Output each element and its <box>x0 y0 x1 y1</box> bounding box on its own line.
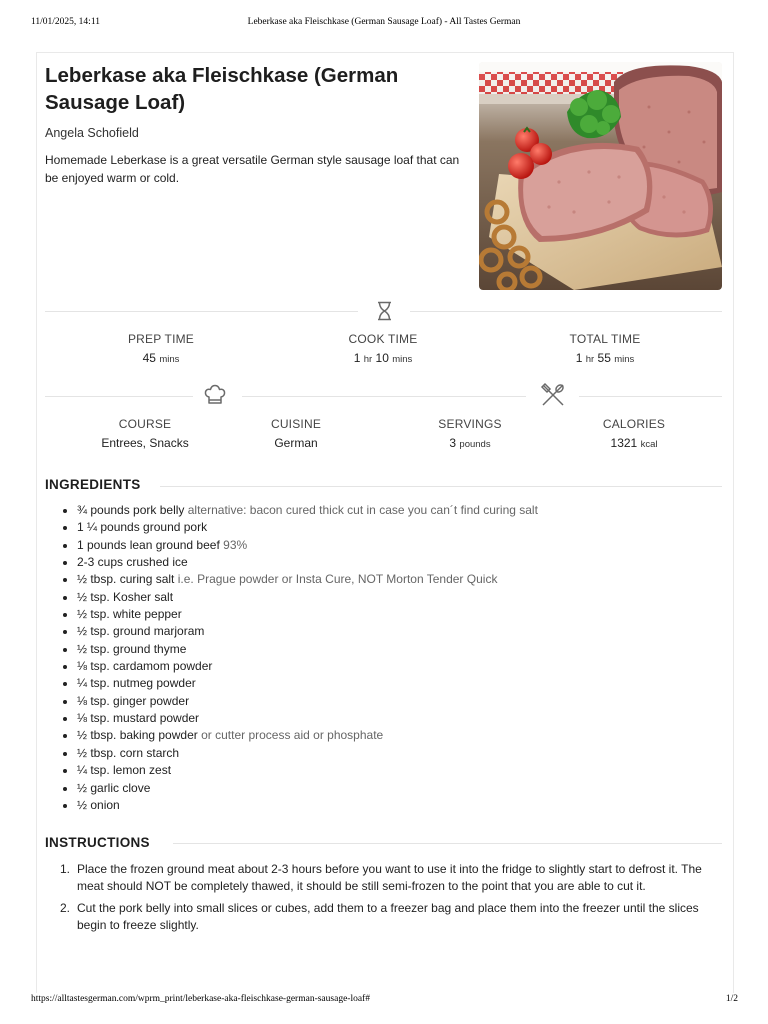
ingredient-text: ¾ pounds pork belly <box>77 503 185 517</box>
ingredient-item <box>45 658 725 675</box>
divider-line <box>579 396 722 397</box>
total-time-label: TOTAL TIME <box>569 332 641 346</box>
divider-line <box>160 486 722 487</box>
ingredient-item <box>45 571 725 588</box>
instruction-step <box>45 900 725 934</box>
divider-line <box>410 311 722 312</box>
ingredient-text: 1 pounds lean ground beef <box>77 537 220 552</box>
step-number: 2. <box>60 901 71 915</box>
instruction-step <box>45 861 725 895</box>
ingredient-text: ½ tsp. white pepper <box>77 607 182 622</box>
ingredient-item <box>45 606 725 623</box>
recipe-author: Angela Schofield <box>45 126 139 140</box>
course-label: COURSE <box>118 417 172 431</box>
divider-line <box>173 843 722 844</box>
ingredient-item <box>45 675 725 692</box>
servings-label: SERVINGS <box>438 417 502 431</box>
ingredient-item <box>45 727 725 744</box>
print-date: 11/01/2025, 14:11 <box>31 17 100 27</box>
ingredient-item <box>45 693 725 710</box>
instructions-heading: INSTRUCTIONS <box>45 835 150 850</box>
ingredient-text: ½ tbsp. curing salt <box>77 572 175 587</box>
ingredient-item <box>45 641 725 658</box>
page-number: 1/2 <box>725 994 738 1004</box>
ingredient-text: ½ tbsp. baking powder <box>77 728 198 743</box>
ingredient-text: ½ onion <box>77 797 120 812</box>
cook-time <box>323 332 443 365</box>
total-time <box>545 332 665 365</box>
course-value: Entrees, Snacks <box>101 436 189 450</box>
ingredient-text: ¼ tsp. nutmeg powder <box>77 676 196 691</box>
ingredient-note: i.e. Prague powder or Insta Cure, NOT Morton Tender Quick <box>177 572 498 587</box>
ingredient-text: ⅛ tsp. cardamom powder <box>77 659 213 674</box>
chef-hat-icon <box>203 383 227 412</box>
print-page-title: Leberkase aka Fleischkase (German Sausage Loaf) - All Tastes German <box>247 17 521 27</box>
calories <box>584 417 684 450</box>
step-number: 1. <box>60 862 71 876</box>
ingredient-text: ⅛ tsp. ginger powder <box>77 693 190 708</box>
ingredient-text: 1 ¼ pounds ground pork <box>77 520 208 535</box>
instructions-list <box>45 861 725 939</box>
divider-line <box>242 396 526 397</box>
ingredient-item <box>45 710 725 727</box>
ingredient-note: or cutter process aid or phosphate <box>201 728 384 743</box>
prep-time <box>101 332 221 365</box>
ingredient-text: ½ garlic clove <box>77 780 151 795</box>
ingredient-item <box>45 780 725 797</box>
cuisine-label: CUISINE <box>270 417 322 431</box>
recipe-title: Leberkase aka Fleischkase (German Sausage Loaf) <box>45 64 399 114</box>
ingredient-note: alternative: bacon cured thick cut in case you can´t find curing salt <box>187 503 538 517</box>
ingredient-item <box>45 589 725 606</box>
ingredient-item <box>45 745 725 762</box>
ingredient-text: ¼ tsp. lemon zest <box>77 763 172 778</box>
servings <box>420 417 520 450</box>
ingredient-text: ½ tsp. Kosher salt <box>77 589 174 604</box>
cook-time-label: COOK TIME <box>348 332 418 346</box>
prep-time-label: PREP TIME <box>127 332 195 346</box>
leberkase-photo <box>479 62 722 290</box>
cuisine <box>246 417 346 450</box>
ingredients-list <box>45 502 725 814</box>
ingredient-item <box>45 797 725 814</box>
print-url: https://alltastesgerman.com/wprm_print/leberkase-aka-fleischkase-german-sausage-loaf# <box>31 994 370 1004</box>
fork-spoon-icon <box>540 382 566 413</box>
recipe-summary: Homemade Leberkase is a great versatile German style sausage loaf that can be enjoyed warm or cold. <box>45 153 460 185</box>
total-time-value: 1 hr 55 mins <box>575 351 635 365</box>
ingredient-item <box>45 554 725 571</box>
ingredient-item <box>45 762 725 779</box>
ingredient-item <box>45 519 725 536</box>
ingredient-text: ⅛ tsp. mustard powder <box>77 711 200 726</box>
ingredients-heading: INGREDIENTS <box>45 477 141 492</box>
ingredient-text: ½ tbsp. corn starch <box>77 745 180 760</box>
ingredient-note: 93% <box>223 537 248 552</box>
prep-time-value: 45 mins <box>142 351 180 365</box>
calories-value: 1321 kcal <box>610 436 658 450</box>
hourglass-icon <box>375 301 394 326</box>
cook-time-value: 1 hr 10 mins <box>353 351 413 365</box>
recipe-image <box>479 62 722 290</box>
calories-label: CALORIES <box>602 417 666 431</box>
ingredient-text: ½ tsp. ground thyme <box>77 641 187 656</box>
course <box>85 417 205 450</box>
servings-value: 3 pounds <box>449 436 491 450</box>
ingredient-item <box>45 502 725 519</box>
cuisine-value: German <box>274 436 318 450</box>
ingredient-item <box>45 537 725 554</box>
ingredient-text: ½ tsp. ground marjoram <box>77 624 205 639</box>
ingredient-item <box>45 623 725 640</box>
ingredient-text: 2-3 cups crushed ice <box>77 555 188 570</box>
step-text: Cut the pork belly into small slices or cubes, add them to a freezer bag and place them into the freezer until the slices begin to freeze slightly. <box>77 901 699 932</box>
divider-line <box>45 396 193 397</box>
step-text: Place the frozen ground meat about 2-3 hours before you want to use it into the fridge to slightly start to defrost it. The meat should NOT be completely thawed, it should be still semi-frozen to the point that you are able to cut it. <box>77 862 702 893</box>
divider-line <box>45 311 358 312</box>
